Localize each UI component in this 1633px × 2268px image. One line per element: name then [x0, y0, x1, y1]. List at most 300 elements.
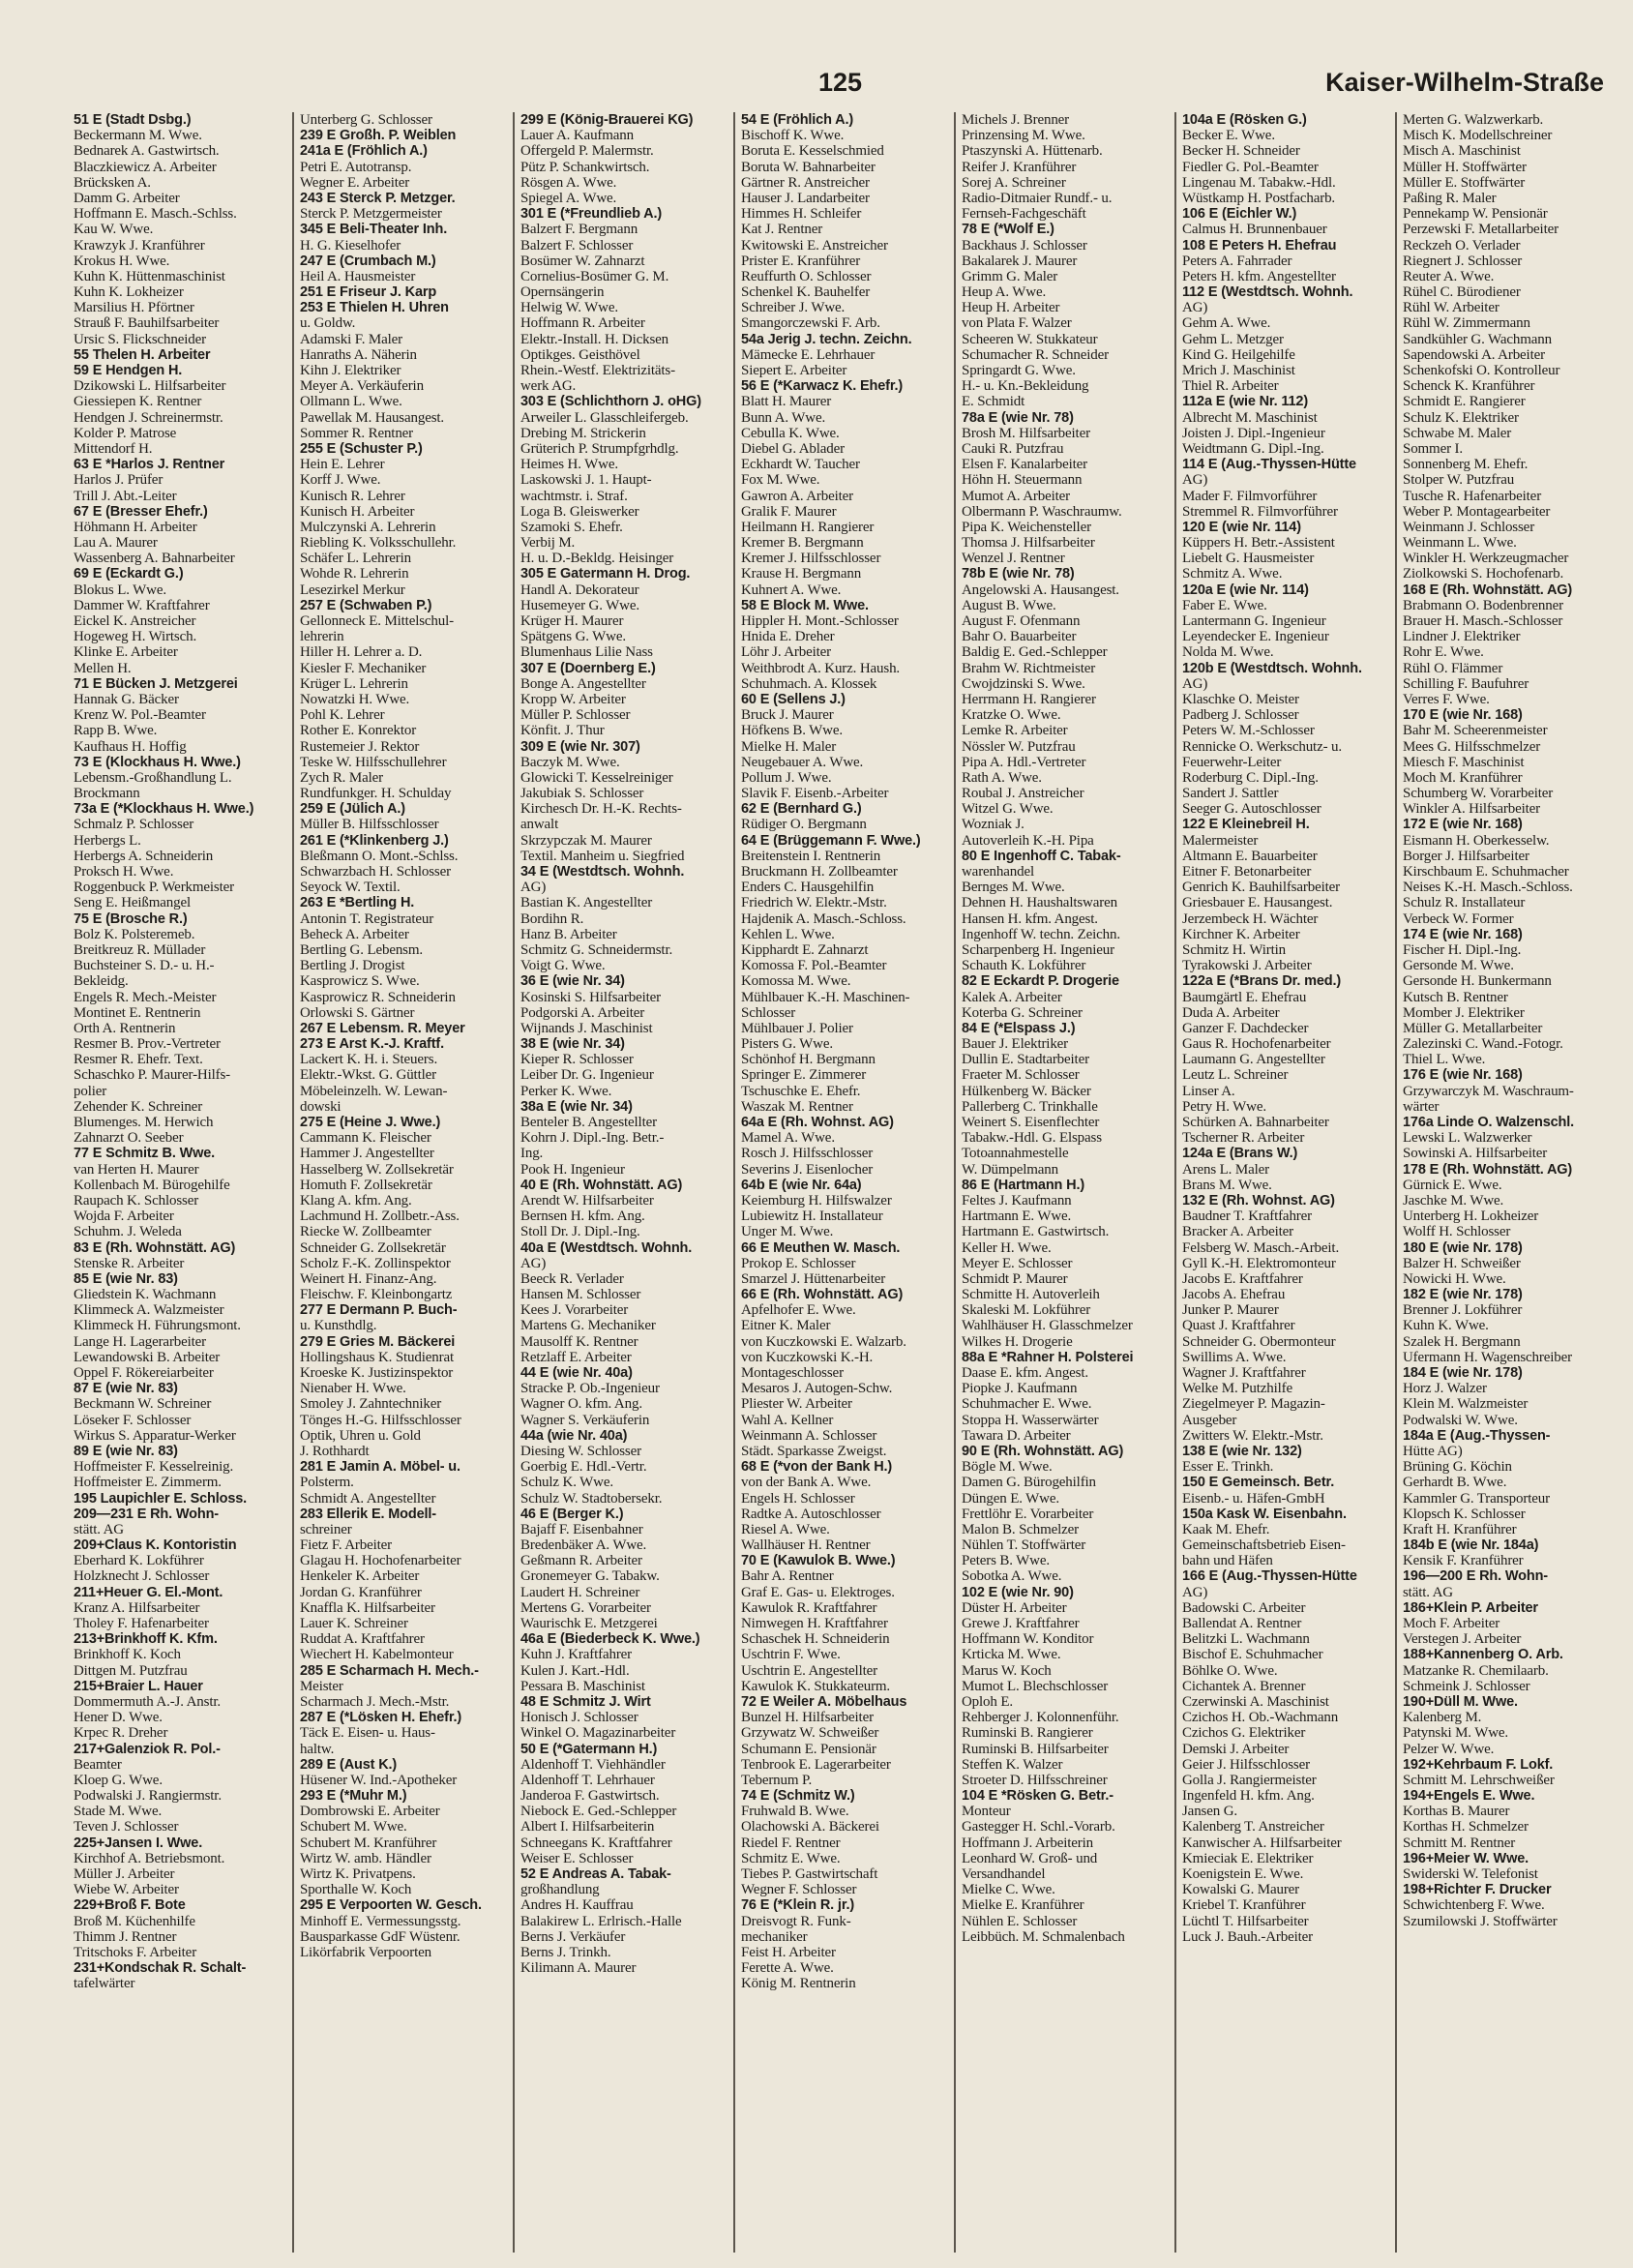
- resident-entry: Pütz P. Schankwirtsch.: [520, 159, 650, 175]
- house-number-entry: 63 E *Harlos J. Rentner: [74, 457, 225, 473]
- resident-entry: Hendgen J. Schreinermstr.: [74, 409, 223, 426]
- resident-entry: Stremmel R. Filmvorführer: [1182, 503, 1338, 520]
- resident-entry: Ing.: [520, 1146, 544, 1162]
- resident-entry: Hannak G. Bäcker: [74, 691, 179, 707]
- resident-entry: Zwitters W. Elektr.-Mstr.: [1182, 1427, 1323, 1444]
- resident-entry: Laskowski J. 1. Haupt-: [520, 472, 652, 489]
- resident-entry: Löseker F. Schlosser: [74, 1412, 192, 1428]
- resident-entry: AG): [1182, 300, 1208, 316]
- resident-entry: Schubert M. Kranführer: [300, 1835, 437, 1851]
- resident-entry: von Kuczkowski K.-H.: [741, 1349, 874, 1365]
- resident-entry: von Plata F. Walzer: [962, 315, 1072, 332]
- resident-entry: Reifer J. Kranführer: [962, 159, 1077, 175]
- resident-entry: Schwichtenberg F. Wwe.: [1403, 1897, 1545, 1914]
- resident-entry: Gehm L. Metzger: [1182, 331, 1284, 347]
- resident-entry: Laudert H. Schreiner: [520, 1584, 640, 1600]
- resident-entry: Cebulla K. Wwe.: [741, 425, 840, 441]
- page-number: 125: [818, 68, 863, 97]
- resident-entry: Arweiler L. Glasschleifergeb.: [520, 409, 689, 426]
- resident-entry: Mertens G. Vorarbeiter: [520, 1599, 651, 1616]
- resident-entry: Tritschoks F. Arbeiter: [74, 1944, 197, 1960]
- resident-entry: Petri E. Autotransp.: [300, 159, 412, 175]
- house-number-entry: 106 E (Eichler W.): [1182, 206, 1297, 223]
- resident-entry: Grimm G. Maler: [962, 268, 1058, 284]
- resident-entry: H. G. Kieselhofer: [300, 237, 401, 254]
- resident-entry: Totoannahmestelle: [962, 1146, 1069, 1162]
- resident-entry: u. Kunsthdlg.: [300, 1318, 377, 1334]
- house-number-entry: 66 E (Rh. Wohnstätt. AG): [741, 1287, 904, 1303]
- resident-entry: Kirchner K. Arbeiter: [1182, 926, 1300, 942]
- resident-entry: Thiel L. Wwe.: [1403, 1052, 1486, 1068]
- house-number-entry: 34 E (Westdtsch. Wohnh.: [520, 864, 685, 880]
- resident-entry: Lau A. Maurer: [74, 535, 158, 552]
- house-number-entry: 40 E (Rh. Wohnstätt. AG): [520, 1177, 683, 1193]
- resident-entry: Mulczynski A. Lehrerin: [300, 519, 436, 535]
- resident-entry: Kind G. Heilgehilfe: [1182, 346, 1295, 363]
- resident-entry: Kremer J. Hilfsschlosser: [741, 551, 881, 567]
- resident-entry: Rühl W. Arbeiter: [1403, 300, 1499, 316]
- resident-entry: Ganzer F. Dachdecker: [1182, 1020, 1309, 1036]
- resident-entry: Cwojdzinski S. Wwe.: [962, 675, 1085, 692]
- resident-entry: Schuhm. J. Weleda: [74, 1224, 182, 1240]
- resident-entry: Kowalski G. Maurer: [1182, 1882, 1300, 1898]
- resident-entry: Teven J. Schlosser: [74, 1819, 179, 1835]
- house-number-entry: 180 E (wie Nr. 178): [1403, 1239, 1523, 1256]
- resident-entry: Hansen M. Schlosser: [520, 1287, 641, 1303]
- resident-entry: Berns J. Trinkh.: [520, 1944, 611, 1960]
- resident-entry: Quast J. Kraftfahrer: [1182, 1318, 1295, 1334]
- resident-entry: Mrich J. Maschinist: [1182, 363, 1295, 378]
- resident-entry: van Herten H. Maurer: [74, 1161, 199, 1178]
- resident-entry: Schmitt M. Lehrschweißer: [1403, 1772, 1555, 1788]
- resident-entry: Uschtrin E. Angestellter: [741, 1662, 877, 1679]
- resident-entry: Ausgeber: [1182, 1412, 1237, 1428]
- house-number-entry: 90 E (Rh. Wohnstätt. AG): [962, 1443, 1124, 1459]
- resident-entry: Nühlen E. Schlosser: [962, 1913, 1078, 1929]
- resident-entry: Welke M. Putzhilfe: [1182, 1381, 1292, 1397]
- resident-entry: Kroeske K. Justizinspektor: [300, 1365, 454, 1381]
- resident-entry: Orth A. Rentnerin: [74, 1020, 176, 1036]
- resident-entry: Heimes H. Wwe.: [520, 457, 618, 473]
- house-number-entry: 104 E *Rösken G. Betr.-: [962, 1788, 1113, 1805]
- resident-entry: Ballendat A. Rentner: [1182, 1616, 1302, 1631]
- house-number-entry: 190+Düll M. Wwe.: [1403, 1693, 1518, 1710]
- resident-entry: Dullin E. Stadtarbeiter: [962, 1052, 1089, 1068]
- directory-column: [1174, 112, 1395, 2253]
- resident-entry: Wegner E. Arbeiter: [300, 174, 410, 191]
- resident-entry: Weber P. Montagearbeiter: [1403, 503, 1551, 520]
- resident-entry: Beckmann W. Schreiner: [74, 1396, 212, 1413]
- resident-entry: Schumann E. Pensionär: [741, 1741, 876, 1757]
- resident-entry: Fraeter M. Schlosser: [962, 1067, 1080, 1084]
- resident-entry: Dommermuth A.-J. Anstr.: [74, 1693, 221, 1710]
- resident-entry: Mielke H. Maler: [741, 738, 837, 755]
- resident-entry: Schneegans K. Kraftfahrer: [520, 1835, 672, 1851]
- resident-entry: Rapp B. Wwe.: [74, 723, 158, 739]
- resident-entry: Goerbig E. Hdl.-Vertr.: [520, 1459, 647, 1476]
- resident-entry: Breitenstein I. Rentnerin: [741, 848, 881, 864]
- resident-entry: Himmes H. Schleifer: [741, 206, 862, 223]
- house-number-entry: 44 E (wie Nr. 40a): [520, 1365, 633, 1381]
- resident-entry: Podwalski W. Wwe.: [1403, 1412, 1518, 1428]
- resident-entry: Komossa F. Pol.-Beamter: [741, 958, 887, 974]
- resident-entry: Montinet E. Rentnerin: [74, 1004, 201, 1021]
- resident-entry: Kiesler F. Mechaniker: [300, 660, 427, 676]
- resident-entry: Riegnert J. Schlosser: [1403, 253, 1523, 269]
- resident-entry: Nowicki H. Wwe.: [1403, 1270, 1506, 1287]
- resident-entry: Mühlbauer K.-H. Maschinen-: [741, 989, 910, 1005]
- resident-entry: Hasselberg W. Zollsekretär: [300, 1161, 454, 1178]
- resident-entry: Harlos J. Prüfer: [74, 472, 163, 489]
- resident-entry: Swiderski W. Telefonist: [1403, 1866, 1538, 1882]
- house-number-entry: 114 E (Aug.-Thyssen-Hütte: [1182, 457, 1356, 473]
- resident-entry: Hansen H. kfm. Angest.: [962, 910, 1098, 927]
- resident-entry: Herrmann H. Rangierer: [962, 691, 1096, 707]
- resident-entry: Griesbauer E. Hausangest.: [1182, 895, 1333, 911]
- resident-entry: Hein E. Lehrer: [300, 457, 385, 473]
- resident-entry: Winkler A. Hilfsarbeiter: [1403, 801, 1540, 818]
- resident-entry: schreiner: [300, 1521, 352, 1537]
- resident-entry: Riedel F. Rentner: [741, 1835, 841, 1851]
- resident-entry: Kawulok K. Stukkateurm.: [741, 1678, 891, 1694]
- resident-entry: Eismann H. Oberkesselw.: [1403, 832, 1550, 849]
- resident-entry: Stolper W. Putzfrau: [1403, 472, 1515, 489]
- resident-entry: Bredenbäker A. Wwe.: [520, 1537, 647, 1554]
- resident-entry: Bahr M. Scheerenmeister: [1403, 723, 1548, 739]
- resident-entry: Kriebel T. Kranführer: [1182, 1897, 1306, 1914]
- resident-entry: Gürnick E. Wwe.: [1403, 1177, 1502, 1193]
- resident-entry: Brinkhoff K. Koch: [74, 1647, 181, 1663]
- resident-entry: Padberg J. Schlosser: [1182, 707, 1299, 724]
- house-number-entry: 198+Richter F. Drucker: [1403, 1882, 1552, 1898]
- house-number-entry: 176 E (wie Nr. 168): [1403, 1067, 1523, 1084]
- resident-entry: Schuhmacher E. Wwe.: [962, 1396, 1092, 1413]
- resident-entry: Meister: [300, 1678, 343, 1694]
- resident-entry: Eisenb.- u. Häfen-GmbH: [1182, 1490, 1325, 1507]
- resident-entry: Engels R. Mech.-Meister: [74, 989, 217, 1005]
- house-number-entry: 285 E Scharmach H. Mech.-: [300, 1662, 479, 1679]
- resident-entry: Resmer B. Prov.-Vertreter: [74, 1036, 221, 1053]
- resident-entry: Leyendecker E. Ingenieur: [1182, 629, 1329, 645]
- house-number-entry: 345 E Beli-Theater Inh.: [300, 222, 448, 238]
- house-number-entry: 64 E (Brüggemann F. Wwe.): [741, 832, 921, 849]
- resident-entry: Ingenfeld H. kfm. Ang.: [1182, 1788, 1315, 1805]
- resident-entry: Kalenberg T. Anstreicher: [1182, 1819, 1324, 1835]
- resident-entry: Bertling J. Drogist: [300, 958, 405, 974]
- house-number-entry: 150 E Gemeinsch. Betr.: [1182, 1475, 1335, 1491]
- resident-entry: Rühel C. Bürodiener: [1403, 284, 1521, 301]
- house-number-entry: 104a E (Rösken G.): [1182, 112, 1307, 128]
- house-number-entry: 178 E (Rh. Wohnstätt. AG): [1403, 1161, 1573, 1178]
- resident-entry: Peters A. Fahrrader: [1182, 253, 1292, 269]
- house-number-entry: 86 E (Hartmann H.): [962, 1177, 1085, 1193]
- resident-entry: Martens G. Mechaniker: [520, 1318, 656, 1334]
- resident-entry: Graf E. Gas- u. Elektroges.: [741, 1584, 895, 1600]
- resident-entry: Stoll Dr. J. Dipl.-Ing.: [520, 1224, 640, 1240]
- house-number-entry: 122 E Kleinebreil H.: [1182, 817, 1310, 833]
- resident-entry: Dreisvogt R. Funk-: [741, 1913, 851, 1929]
- resident-entry: Nössler W. Putzfrau: [962, 738, 1076, 755]
- resident-entry: Meyer A. Verkäuferin: [300, 378, 424, 395]
- house-number-entry: 124a E (Brans W.): [1182, 1146, 1298, 1162]
- resident-entry: Lauer K. Schreiner: [300, 1616, 408, 1631]
- resident-entry: Kranz A. Hilfsarbeiter: [74, 1599, 200, 1616]
- resident-entry: Rath A. Wwe.: [962, 769, 1042, 786]
- resident-entry: Leutz L. Schreiner: [1182, 1067, 1289, 1084]
- resident-entry: Broß M. Küchenhilfe: [74, 1913, 195, 1929]
- resident-entry: Wirtz W. amb. Händler: [300, 1850, 431, 1866]
- house-number-entry: 112 E (Westdtsch. Wohnh.: [1182, 284, 1353, 301]
- resident-entry: Müller G. Metallarbeiter: [1403, 1020, 1543, 1036]
- resident-entry: Klang A. kfm. Ang.: [300, 1192, 412, 1209]
- resident-entry: Smarzel J. Hüttenarbeiter: [741, 1270, 886, 1287]
- resident-entry: Korthas H. Schmelzer: [1403, 1819, 1529, 1835]
- resident-entry: Lingenau M. Tabakw.-Hdl.: [1182, 174, 1336, 191]
- house-number-entry: 89 E (wie Nr. 83): [74, 1443, 178, 1459]
- resident-entry: Mesaros J. Autogen-Schw.: [741, 1381, 893, 1397]
- resident-entry: Schwabe M. Maler: [1403, 425, 1512, 441]
- resident-entry: Mämecke E. Lehrhauer: [741, 346, 876, 363]
- resident-entry: Pollum J. Wwe.: [741, 769, 832, 786]
- house-number-entry: 309 E (wie Nr. 307): [520, 738, 640, 755]
- resident-entry: Rösgen A. Wwe.: [520, 174, 617, 191]
- resident-entry: Koenigstein E. Wwe.: [1182, 1866, 1304, 1882]
- house-number-entry: 192+Kehrbaum F. Lokf.: [1403, 1756, 1554, 1773]
- resident-entry: Heup A. Wwe.: [962, 284, 1047, 301]
- resident-entry: Balakirew L. Erlrisch.-Halle: [520, 1913, 682, 1929]
- house-number-entry: 67 E (Bresser Ehefr.): [74, 503, 208, 520]
- resident-entry: AG): [520, 1255, 547, 1271]
- resident-entry: Unger M. Wwe.: [741, 1224, 834, 1240]
- resident-entry: Tenbrook E. Lagerarbeiter: [741, 1756, 891, 1773]
- resident-entry: Kieper R. Schlosser: [520, 1052, 634, 1068]
- resident-entry: Bordihn R.: [520, 910, 584, 927]
- house-number-entry: 132 E (Rh. Wohnst. AG): [1182, 1192, 1335, 1209]
- resident-entry: Kirschbaum E. Schuhmacher: [1403, 864, 1569, 880]
- house-number-entry: 108 E Peters H. Ehefrau: [1182, 237, 1337, 254]
- resident-entry: Nolda M. Wwe.: [1182, 644, 1274, 661]
- resident-entry: Misch A. Maschinist: [1403, 143, 1521, 160]
- resident-entry: Demski J. Arbeiter: [1182, 1741, 1290, 1757]
- resident-entry: Helwig W. Wwe.: [520, 300, 618, 316]
- resident-entry: Grüterich P. Strumpfgrhdlg.: [520, 440, 679, 457]
- resident-entry: Schaschko P. Maurer-Hilfs-: [74, 1067, 231, 1084]
- resident-entry: Giessiepen K. Rentner: [74, 394, 202, 410]
- resident-entry: Janderoa F. Gastwirtsch.: [520, 1788, 660, 1805]
- resident-entry: Müller J. Arbeiter: [74, 1866, 175, 1882]
- resident-entry: Höhn H. Steuermann: [962, 472, 1083, 489]
- resident-entry: Antonin T. Registrateur: [300, 910, 434, 927]
- resident-entry: Wilkes H. Drogerie: [962, 1333, 1073, 1350]
- resident-entry: Wegner F. Schlosser: [741, 1882, 857, 1898]
- resident-entry: Szalek H. Bergmann: [1403, 1333, 1521, 1350]
- house-number-entry: 225+Jansen I. Wwe.: [74, 1835, 203, 1851]
- resident-entry: Kuhnert A. Wwe.: [741, 582, 842, 598]
- resident-entry: Kwitowski E. Anstreicher: [741, 237, 888, 254]
- resident-entry: Strauß F. Bauhilfsarbeiter: [74, 315, 220, 332]
- resident-entry: Höhmann H. Arbeiter: [74, 519, 197, 535]
- resident-entry: Gemeinschaftsbetrieb Eisen-: [1182, 1537, 1346, 1554]
- house-number-entry: 275 E (Heine J. Wwe.): [300, 1115, 441, 1130]
- resident-entry: Krenz W. Pol.-Beamter: [74, 707, 206, 724]
- resident-entry: Orlowski S. Gärtner: [300, 1004, 415, 1021]
- resident-entry: Bonge A. Angestellter: [520, 675, 646, 692]
- resident-entry: Schenck K. Kranführer: [1403, 378, 1535, 395]
- house-number-entry: 172 E (wie Nr. 168): [1403, 817, 1523, 833]
- house-number-entry: 247 E (Crumbach M.): [300, 253, 436, 269]
- resident-entry: Böhlke O. Wwe.: [1182, 1662, 1278, 1679]
- house-number-entry: 46 E (Berger K.): [520, 1506, 624, 1522]
- resident-entry: Schulz K. Elektriker: [1403, 409, 1519, 426]
- resident-entry: Rosch J. Hilfsschlosser: [741, 1146, 874, 1162]
- resident-entry: Brücksken A.: [74, 174, 151, 191]
- house-number-entry: 184 E (wie Nr. 178): [1403, 1365, 1523, 1381]
- resident-entry: Daase E. kfm. Angest.: [962, 1365, 1088, 1381]
- house-number-entry: 64b E (wie Nr. 64a): [741, 1177, 862, 1193]
- resident-entry: Minhoff E. Vermessungsstg.: [300, 1913, 461, 1929]
- resident-entry: Buchsteiner S. D.- u. H.-: [74, 958, 215, 974]
- resident-entry: Opernsängerin: [520, 284, 605, 301]
- resident-entry: Seeger G. Autoschlosser: [1182, 801, 1321, 818]
- resident-entry: Geier J. Hilfsschlosser: [1182, 1756, 1310, 1773]
- house-number-entry: 58 E Block M. Wwe.: [741, 597, 869, 613]
- resident-entry: Fietz F. Arbeiter: [300, 1537, 392, 1554]
- resident-entry: wachtmstr. i. Straf.: [520, 488, 628, 504]
- resident-entry: Henkeler K. Arbeiter: [300, 1568, 420, 1585]
- resident-entry: Calmus H. Brunnenbauer: [1182, 222, 1327, 238]
- resident-entry: wärter: [1403, 1098, 1440, 1115]
- resident-entry: Düngen E. Wwe.: [962, 1490, 1059, 1507]
- house-number-entry: 231+Kondschak R. Schalt-: [74, 1960, 247, 1977]
- resident-entry: H. u. D.-Bekldg. Heisinger: [520, 551, 674, 567]
- resident-entry: werk AG.: [520, 378, 577, 395]
- resident-entry: Radtke A. Autoschlosser: [741, 1506, 881, 1522]
- resident-entry: Sobotka A. Wwe.: [962, 1568, 1062, 1585]
- resident-entry: Fernseh-Fachgeschäft: [962, 206, 1086, 223]
- resident-entry: Rühl W. Zimmermann: [1403, 315, 1530, 332]
- resident-entry: Ingenhoff W. techn. Zeichn.: [962, 926, 1120, 942]
- resident-entry: Witzel G. Wwe.: [962, 801, 1054, 818]
- resident-entry: Feist H. Arbeiter: [741, 1944, 836, 1960]
- resident-entry: Matzanke R. Chemilaarb.: [1403, 1662, 1549, 1679]
- resident-entry: J. Rothhardt: [300, 1443, 370, 1459]
- resident-entry: Mellen H.: [74, 660, 132, 676]
- resident-entry: Jerzembeck H. Wächter: [1182, 910, 1319, 927]
- resident-entry: Bleßmann O. Mont.-Schlss.: [300, 848, 459, 864]
- resident-entry: Niebock E. Ged.-Schlepper: [520, 1804, 677, 1820]
- house-number-entry: 83 E (Rh. Wohnstätt. AG): [74, 1239, 236, 1256]
- resident-entry: Czichos H. Ob.-Wachmann: [1182, 1710, 1339, 1726]
- house-number-entry: 295 E Verpoorten W. Gesch.: [300, 1897, 482, 1914]
- resident-entry: Mader F. Filmvorführer: [1182, 488, 1318, 504]
- resident-entry: Schmitz G. Schneidermstr.: [520, 941, 673, 958]
- resident-entry: Merten G. Walzwerkarb.: [1403, 112, 1544, 128]
- resident-entry: Lewski L. Walzwerker: [1403, 1130, 1532, 1147]
- resident-entry: Kirchhof A. Betriebsmont.: [74, 1850, 225, 1866]
- house-number-entry: 184a E (Aug.-Thyssen-: [1403, 1427, 1551, 1444]
- house-number-entry: 50 E (*Gatermann H.): [520, 1741, 658, 1757]
- house-number-entry: 73a E (*Klockhaus H. Wwe.): [74, 801, 254, 818]
- resident-entry: Raupach K. Schlosser: [74, 1192, 199, 1209]
- resident-entry: Zahnarzt O. Seeber: [74, 1130, 184, 1147]
- street-name: Kaiser-Wilhelm-Straße: [1325, 68, 1604, 97]
- house-number-entry: 176a Linde O. Walzenschl.: [1403, 1115, 1575, 1130]
- resident-entry: Kropp W. Arbeiter: [520, 691, 626, 707]
- resident-entry: Diesing W. Schlosser: [520, 1443, 641, 1459]
- resident-entry: Brabmann O. Bodenbrenner: [1403, 597, 1563, 613]
- resident-entry: Sterck P. Metzgermeister: [300, 206, 442, 223]
- resident-entry: Ptaszynski A. Hüttenarb.: [962, 143, 1103, 160]
- resident-entry: Heup H. Arbeiter: [962, 300, 1060, 316]
- resident-entry: Becker E. Wwe.: [1182, 128, 1275, 144]
- resident-entry: Michels J. Brenner: [962, 112, 1070, 128]
- resident-entry: Stracke P. Ob.-Ingenieur: [520, 1381, 660, 1397]
- resident-entry: Beeck R. Verlader: [520, 1270, 624, 1287]
- house-number-entry: 55 Thelen H. Arbeiter: [74, 346, 211, 363]
- resident-entry: Engels H. Schlosser: [741, 1490, 855, 1507]
- resident-entry: Scheeren W. Stukkateur: [962, 331, 1098, 347]
- resident-entry: Eitner F. Betonarbeiter: [1182, 864, 1312, 880]
- house-number-entry: 273 E Arst K.-J. Kraftf.: [300, 1036, 444, 1053]
- resident-entry: Korff J. Wwe.: [300, 472, 381, 489]
- house-number-entry: 62 E (Bernhard G.): [741, 801, 862, 818]
- resident-entry: Hartmann E. Gastwirtsch.: [962, 1224, 1110, 1240]
- house-number-entry: 52 E Andreas A. Tabak-: [520, 1866, 671, 1882]
- resident-entry: Mielke C. Wwe.: [962, 1882, 1055, 1898]
- resident-entry: Kmieciak E. Elektriker: [1182, 1850, 1314, 1866]
- resident-entry: Lackert K. H. i. Steuers.: [300, 1052, 438, 1068]
- resident-entry: Aldenhoff T. Lehrhauer: [520, 1772, 655, 1788]
- resident-entry: Mielke E. Kranführer: [962, 1897, 1084, 1914]
- house-number-entry: 170 E (wie Nr. 168): [1403, 707, 1523, 724]
- house-number-entry: 283 Ellerik E. Modell-: [300, 1506, 436, 1522]
- resident-entry: Blumenhaus Lilie Nass: [520, 644, 653, 661]
- resident-entry: Gralik F. Maurer: [741, 503, 837, 520]
- resident-entry: Lebensm.-Großhandlung L.: [74, 769, 232, 786]
- directory-column: [72, 112, 292, 2253]
- resident-entry: Mausolff K. Rentner: [520, 1333, 638, 1350]
- resident-entry: Junker P. Maurer: [1182, 1302, 1279, 1319]
- resident-entry: Verstegen J. Arbeiter: [1403, 1631, 1522, 1648]
- resident-entry: Gaus R. Hochofenarbeiter: [1182, 1036, 1331, 1053]
- resident-entry: Jacobs E. Kraftfahrer: [1182, 1270, 1303, 1287]
- resident-entry: Tschuschke E. Ehefr.: [741, 1083, 861, 1099]
- resident-entry: Bischoff K. Wwe.: [741, 128, 845, 144]
- house-number-entry: 82 E Eckardt P. Drogerie: [962, 973, 1119, 990]
- resident-entry: Bernges M. Wwe.: [962, 880, 1065, 896]
- resident-entry: Bernsen H. kfm. Ang.: [520, 1209, 645, 1225]
- resident-entry: August B. Wwe.: [962, 597, 1056, 613]
- resident-entry: Likörfabrik Verpoorten: [300, 1944, 431, 1960]
- resident-entry: Pawellak M. Hausangest.: [300, 409, 445, 426]
- page-header: [0, 0, 1633, 97]
- house-number-entry: 138 E (wie Nr. 132): [1182, 1443, 1302, 1459]
- resident-entry: Jacobs A. Ehefrau: [1182, 1287, 1286, 1303]
- resident-entry: Blumenges. M. Herwich: [74, 1115, 214, 1130]
- resident-entry: Unterberg H. Lokheizer: [1403, 1209, 1539, 1225]
- resident-entry: Bischof E. Schuhmacher: [1182, 1647, 1323, 1663]
- resident-entry: Schmalz P. Schlosser: [74, 817, 194, 833]
- resident-entry: Unterberg G. Schlosser: [300, 112, 432, 128]
- resident-entry: Ufermann H. Wagenschreiber: [1403, 1349, 1572, 1365]
- resident-entry: haltw.: [300, 1741, 335, 1757]
- resident-entry: Krüger L. Lehrerin: [300, 675, 408, 692]
- house-number-entry: 120b E (Westdtsch. Wohnh.: [1182, 660, 1362, 676]
- resident-entry: warenhandel: [962, 864, 1034, 880]
- house-number-entry: 259 E (Jülich A.): [300, 801, 405, 818]
- house-number-entry: 239 E Großh. P. Weiblen: [300, 128, 457, 144]
- resident-entry: Bögle M. Wwe.: [962, 1459, 1053, 1476]
